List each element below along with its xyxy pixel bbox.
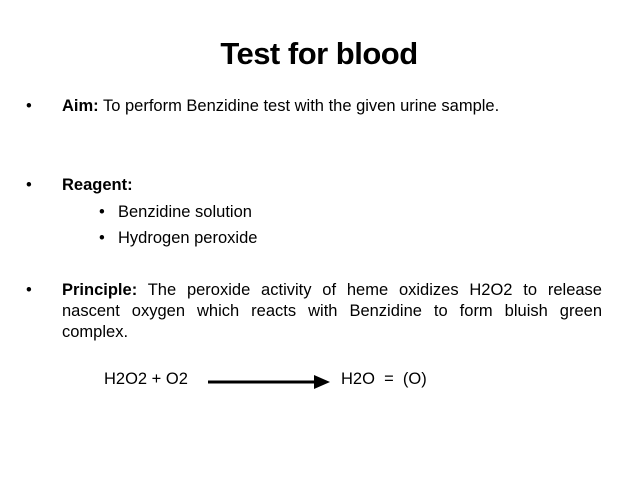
principle-bullet bbox=[26, 280, 602, 343]
reagent-bullet bbox=[26, 175, 602, 196]
reaction-equation bbox=[0, 370, 638, 394]
principle-label: Principle: bbox=[62, 281, 138, 299]
reagent-item-text: Hydrogen peroxide bbox=[118, 229, 258, 247]
reagent-item bbox=[100, 228, 257, 249]
bullet-dot: • bbox=[26, 97, 32, 115]
equation-products: H2O = (O) bbox=[341, 370, 427, 388]
aim-label: Aim: bbox=[62, 97, 99, 115]
bullet-dot: • bbox=[26, 281, 32, 299]
reaction-arrow-icon bbox=[206, 372, 332, 392]
reagent-body bbox=[62, 175, 602, 196]
sub-bullet-dot: • bbox=[99, 203, 105, 221]
aim-body bbox=[62, 96, 602, 117]
principle-text: The peroxide activity of heme oxidizes H2O2 to release nascent oxygen which reacts with Benzidine to form bluish green complex. bbox=[62, 281, 602, 341]
reagent-item-text: Benzidine solution bbox=[118, 203, 252, 221]
aim-text: To perform Benzidine test with the given urine sample. bbox=[102, 97, 500, 115]
reagent-label: Reagent: bbox=[62, 176, 133, 194]
bullet-dot: • bbox=[26, 176, 32, 194]
slide-title: Test for blood bbox=[220, 36, 418, 71]
principle-body bbox=[62, 280, 602, 343]
reagent-item bbox=[100, 202, 252, 223]
sub-bullet-dot: • bbox=[99, 229, 105, 247]
aim-bullet bbox=[26, 96, 602, 117]
equation-reactants: H2O2 + O2 bbox=[104, 370, 188, 388]
